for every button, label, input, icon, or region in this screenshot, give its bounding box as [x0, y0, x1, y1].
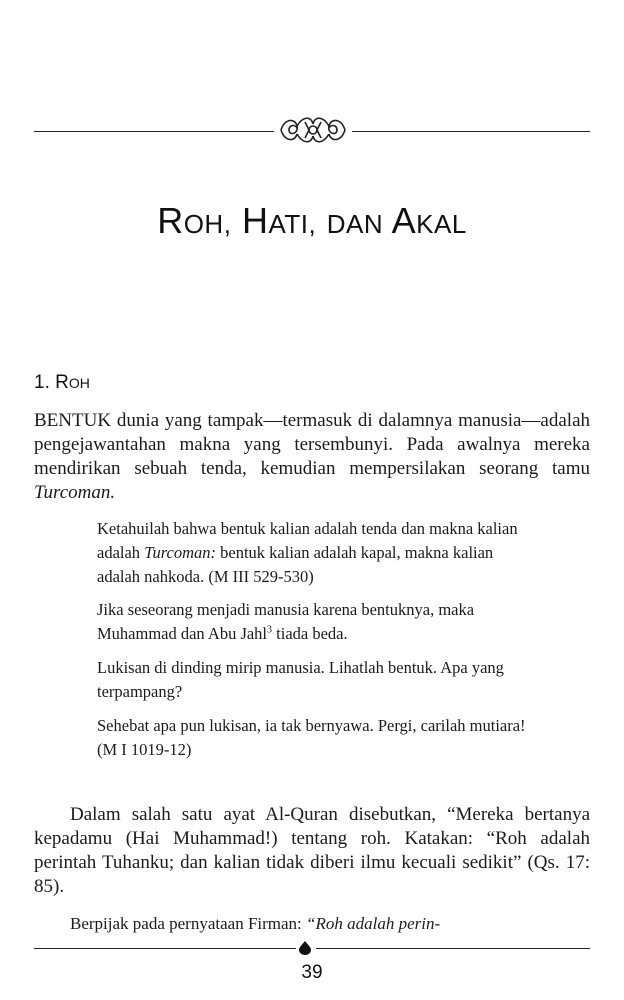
last-paragraph: Berpijak pada pernyataan Firman: “Roh adalah perin- [70, 914, 441, 933]
flourish-ornament-icon [275, 110, 351, 150]
bullet-ornament-icon [297, 940, 313, 956]
body-paragraph: Dalam salah satu ayat Al-Quran disebutkan, “Mereka bertanya kepadamu (Hai Muhammad!) tentang roh. Katakan: “Roh adalah perintah Tuhanku; dan kalian tidak diberi ilmu kecuali sedikit” (Qs. 17: 85). [34, 804, 590, 897]
title-word-1: ROH, [157, 200, 232, 241]
page-number: 39 [301, 962, 323, 983]
header-rule-left [34, 131, 274, 132]
footer-rule-right [316, 948, 590, 949]
quote-1: Ketahuilah bahwa bentuk kalian adalah tenda dan makna kalian adalah Turcoman: bentuk kalian adalah kapal, makna kalian adalah nahkoda. (M III 529-530) [97, 519, 518, 586]
quote-3: Lukisan di dinding mirip manusia. Lihatlah bentuk. Apa yang terpampang? [97, 658, 504, 701]
footnote-ref: 3 [267, 624, 273, 636]
footer-rule [34, 940, 590, 956]
section-heading [34, 372, 90, 394]
quote-4: Sehebat apa pun lukisan, ia tak bernyawa. Pergi, carilah mutiara! (M I 1019-12) [97, 716, 526, 759]
title-word-4: AKAL [391, 200, 467, 241]
section-title: ROH [55, 372, 90, 393]
title-word-2: HATI, [241, 200, 317, 241]
chapter-title [0, 200, 624, 242]
footer-rule-left [34, 948, 296, 949]
header-ornament-rule [34, 106, 590, 146]
quote-block [97, 517, 527, 772]
intro-paragraph: BENTUK dunia yang tampak—termasuk di dalamnya manusia—adalah pengejawantahan makna yang tersembunyi. Pada awalnya mereka mendirikan sebuah tenda, kemudian mempersilakan seorang tamu Turcoman. [34, 410, 590, 503]
title-word-3: DAN [326, 209, 384, 239]
header-rule-right [352, 131, 590, 132]
quote-2: Jika seseorang menjadi manusia karena bentuknya, maka Muhammad dan Abu Jahl$^3$ tiada beda. [97, 600, 475, 643]
section-number: 1. [34, 372, 50, 393]
